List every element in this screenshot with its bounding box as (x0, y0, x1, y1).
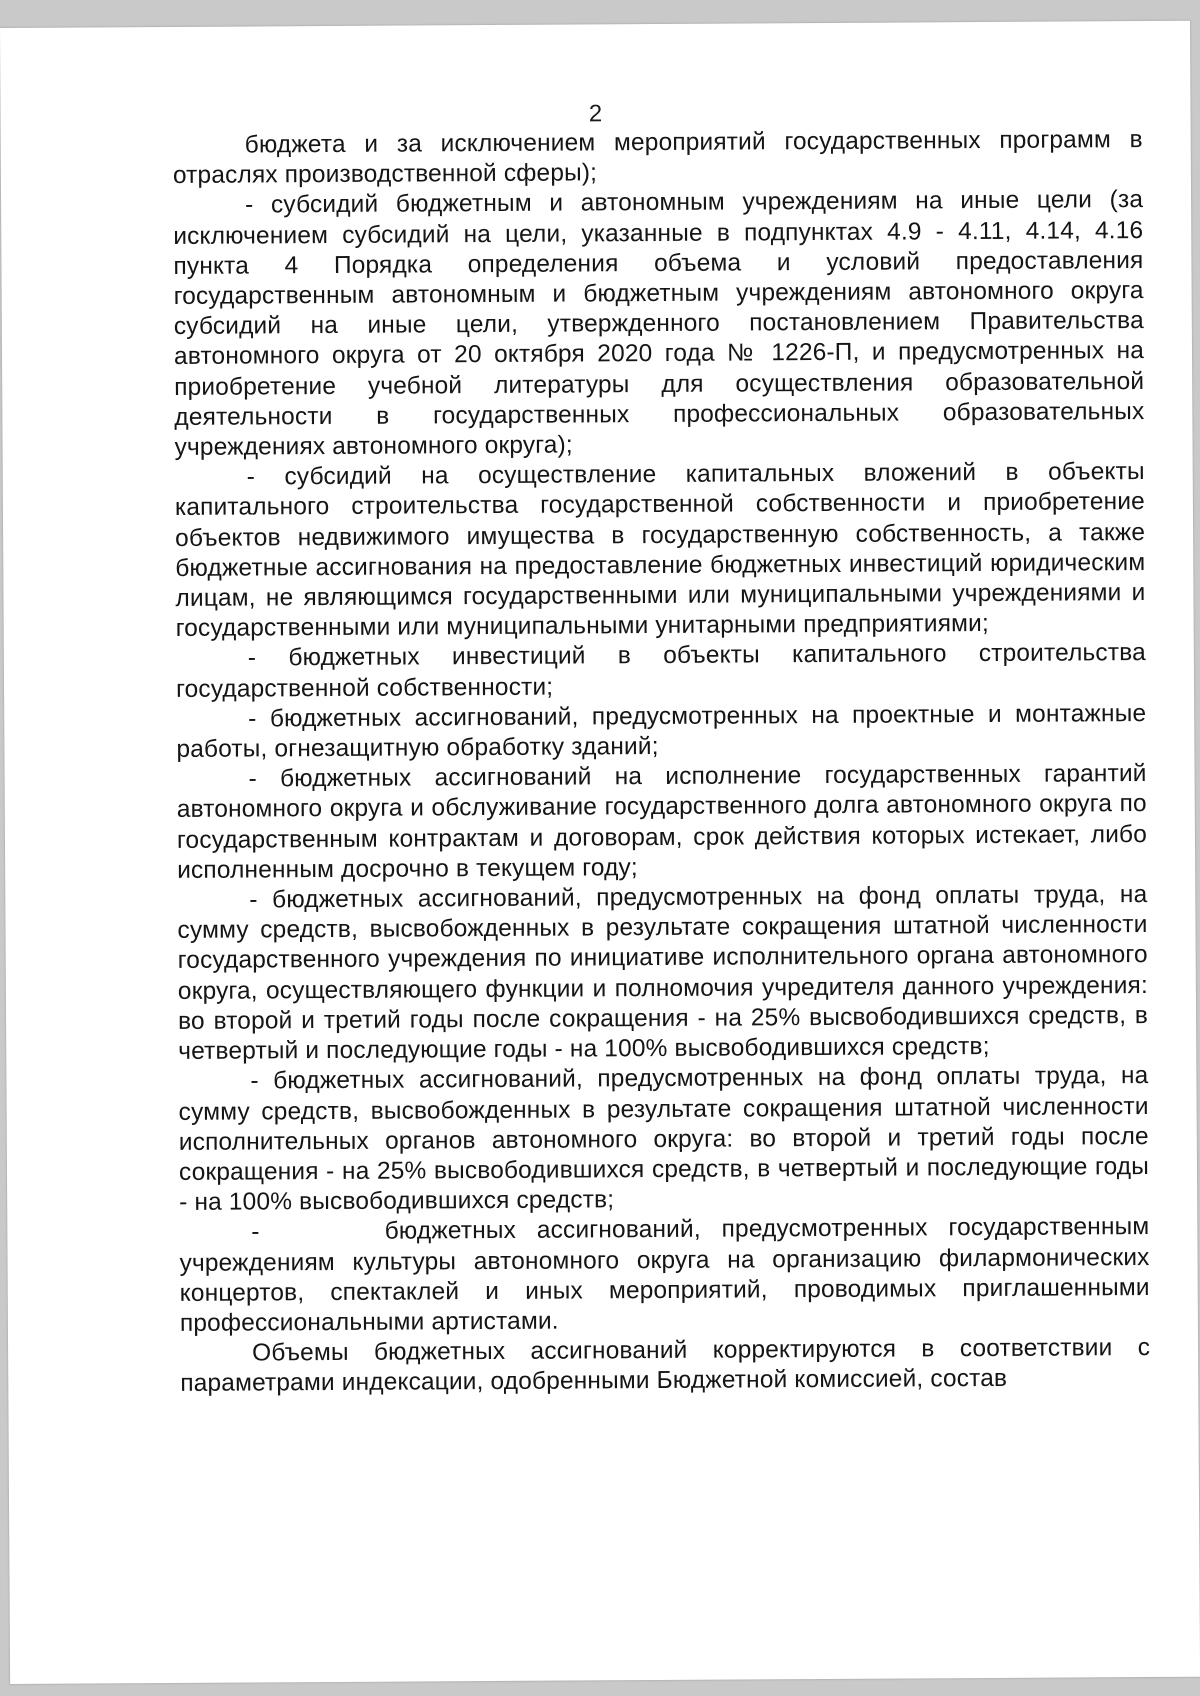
paragraph-culture-institutions: - бюджетных ассигнований, предусмотренных государственным учреждениям культуры автономного округа на организацию филармонических концертов, спектаклей и иных мероприятий, проводимых приглашенными профессиональными артистами. (179, 1213, 1157, 1337)
paragraph-payroll-executive-bodies: - бюджетных ассигнований, предусмотренных на фонд оплаты труда, на сумму средств, высвобожденных в результате сокращения штатной численности исполнительных органов автономного округа: во второй и третий годы после сокращения - на 25% высвободившихся средств, в четвертый и последующие годы - на 100% высвободившихся средств; (178, 1062, 1150, 1217)
page-number: 2 (588, 100, 603, 128)
paragraph-continuation: бюджета и за исключением мероприятий государственных программ в отраслях производственной сферы); (172, 126, 1143, 190)
paragraph-budget-investments: - бюджетных инвестиций в объекты капитального строительства государственной собственности; (175, 639, 1146, 703)
paragraph-state-guarantees: - бюджетных ассигнований на исполнение государственных гарантий автономного округа и обслуживание государственного долга автономного округа по государственным контрактам и договорам, срок действия которых истекает, либо исполненным досрочно в текущем году; (176, 760, 1148, 884)
document-body (172, 125, 1157, 1399)
document-page (0, 21, 1200, 1684)
paragraph-subsidies-other-purposes: - субсидий бюджетным и автономным учреждениям на иные цели (за исключением субсидий на цели, указанные в подпунктах 4.9 - 4.11, 4.14, 4.16 пункта 4 Порядка определения объема и условий предоставления государственным автономным и бюджетным учреждениям автономного округа субсидий на иные цели, утвержденного постановлением Правительства автономного округа от 20 октября 2020 года № 1226-П, и предусмотренных на приобретение учебной литературы для осуществления образовательной деятельности в государственных профессиональных образовательных учреждениях автономного округа); (173, 186, 1145, 461)
paragraph-capital-investment-subsidies: - субсидий на осуществление капитальных вложений в объекты капитального строительства государственной собственности и приобретение объектов недвижимого имущества в государственную собственность, а также бюджетные ассигнования на предоставление бюджетных инвестиций юридическим лицам, не являющимся государственными или муниципальными учреждениями и государственными или муниципальными унитарными предприятиями; (174, 458, 1146, 643)
paragraph-payroll-institution: - бюджетных ассигнований, предусмотренных на фонд оплаты труда, на сумму средств, высвобожденных в результате сокращения штатной численности государственного учреждения по инициативе исполнительного органа автономного округа, осуществляющего функции и полномочия учредителя данного учреждения: во второй и третий годы после сокращения - на 25% высвободившихся средств, в четвертый и последующие годы - на 100% высвободившихся средств; (177, 881, 1149, 1066)
paragraph-design-installation: - бюджетных ассигнований, предусмотренных на проектные и монтажные работы, огнезащитную обработку зданий; (176, 699, 1147, 763)
paragraph-indexation: Объемы бюджетных ассигнований корректируются в соответствии с параметрами индексации, одобренными Бюджетной комиссией, состав (180, 1334, 1151, 1398)
